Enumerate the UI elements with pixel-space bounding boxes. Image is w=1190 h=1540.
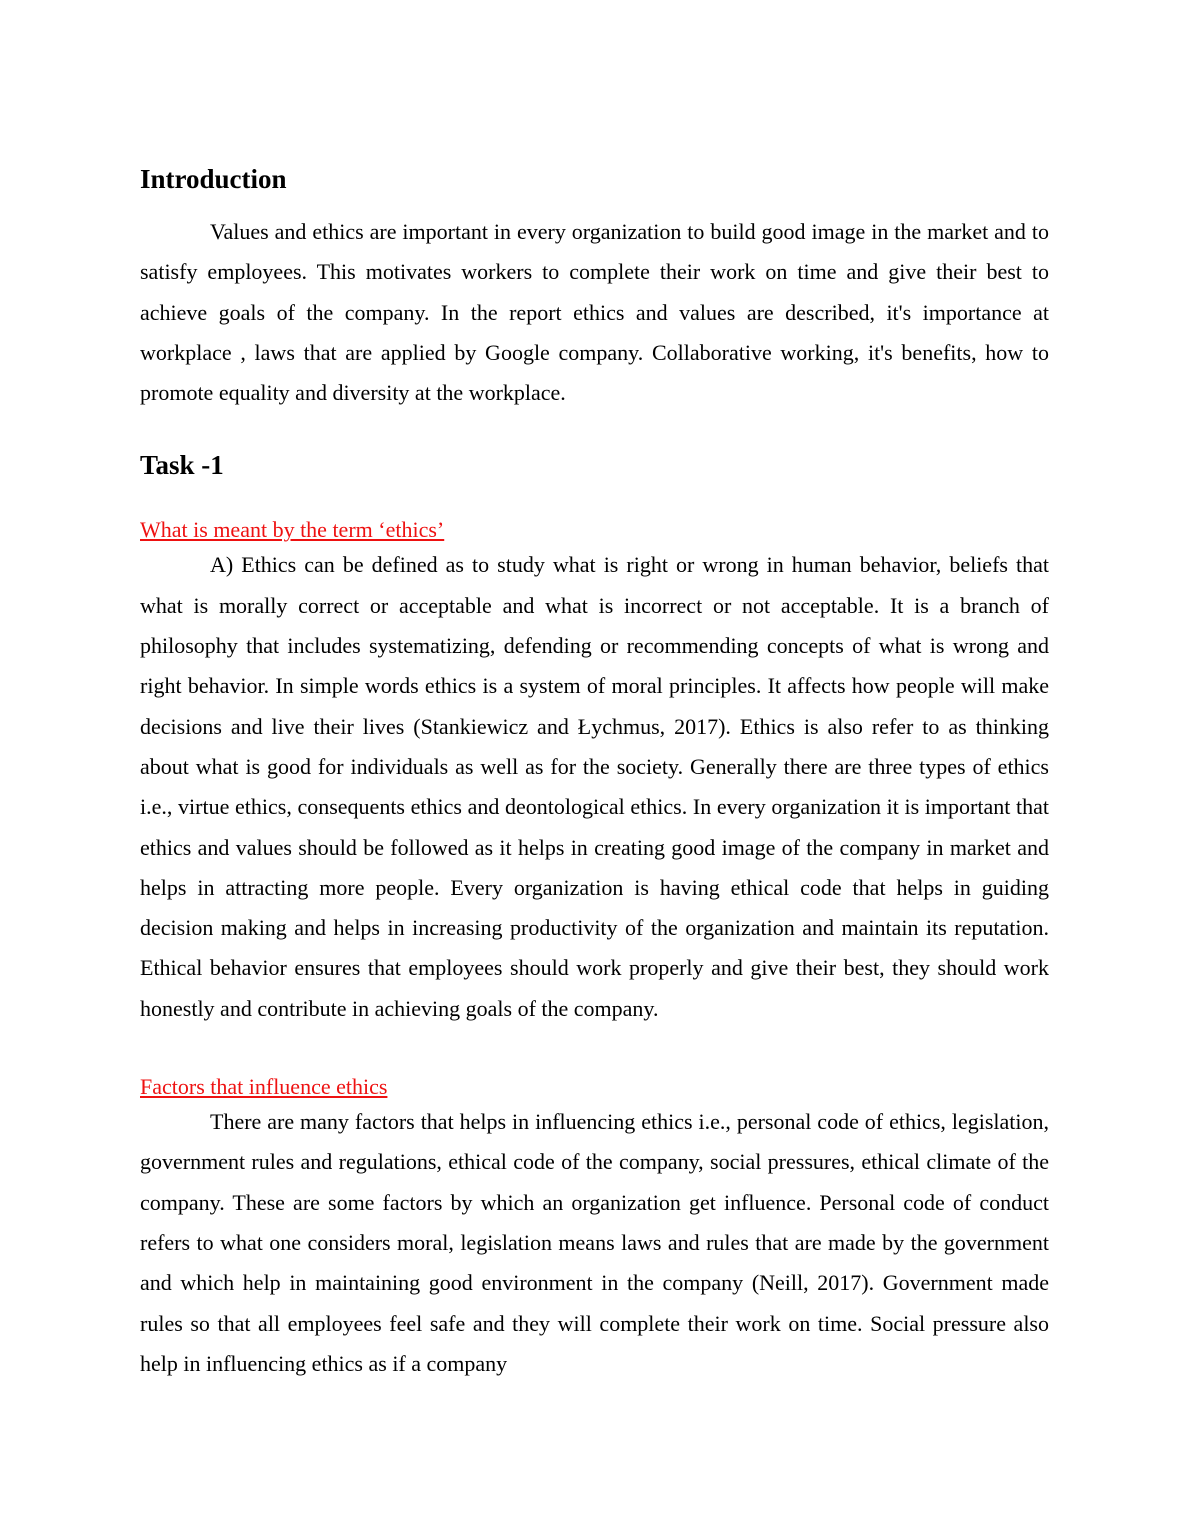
introduction-paragraph: Values and ethics are important in every organization to build good image in the market and to satisfy employees. This motivates workers to complete their work on time and give their best to achieve goals of the company. In the report ethics and values are described, it's importance at workplace , laws that are applied by Google company. Collaborative working, it's benefits, how to promote equality and diversity at the workplace. xyxy=(140,219,1049,406)
introduction-heading: Introduction xyxy=(140,164,287,194)
factors-influence-ethics-paragraph: There are many factors that helps in influencing ethics i.e., personal code of ethics, legislation, government rules and regulations, ethical code of the company, social pressures, ethical climate of the company. These are some factors by which an organization get influence. Personal code of conduct refers to what one considers moral, legislation means laws and rules that are made by the government and which help in maintaining good environment in the company (Neill, 2017). Government made rules so that all employees feel safe and they will complete their work on time. Social pressure also help in influencing ethics as if a company xyxy=(140,1109,1049,1376)
ethics-definition-paragraph: A) Ethics can be defined as to study what is right or wrong in human behavior, beliefs that what is morally correct or acceptable and what is incorrect or not acceptable. It is a branch of philosophy that includes systematizing, defending or recommending concepts of what is wrong and right behavior. In simple words ethics is a system of moral principles. It affects how people will make decisions and live their lives (Stankiewicz and Łychmus, 2017). Ethics is also refer to as thinking about what is good for individuals as well as for the society. Generally there are three types of ethics i.e., virtue ethics, consequents ethics and deontological ethics. In every organization it is important that ethics and values should be followed as it helps in creating good image of the company in market and helps in attracting more people. Every organization is having ethical code that helps in guiding decision making and helps in increasing productivity of the organization and maintain its reputation. Ethical behavior ensures that employees should work properly and give their best, they should work honestly and contribute in achieving goals of the company. xyxy=(140,552,1049,1021)
factors-influence-ethics-subheading: Factors that influence ethics xyxy=(140,1074,388,1100)
document-page xyxy=(140,162,1049,1384)
task-1-heading: Task -1 xyxy=(140,450,224,481)
ethics-definition-subheading: What is meant by the term ‘ethics’ xyxy=(140,517,445,543)
